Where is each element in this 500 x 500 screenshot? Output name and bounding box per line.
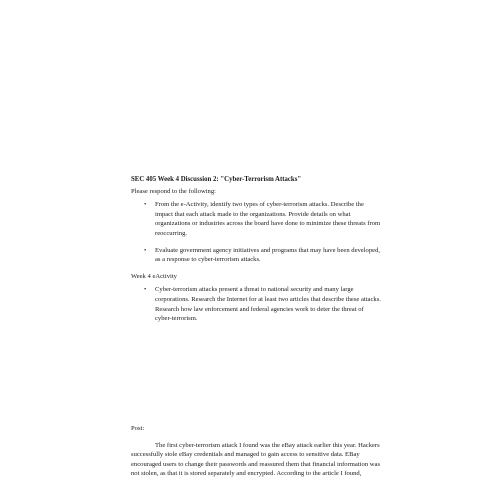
list-item	[131, 246, 381, 265]
list-item-text: From the e-Activity, identify two types of cyber-terrorism attacks. Describe the impact that each attack made to the organizations. Provide details on what organizations or industries across the board have done to minimize these threats from reoccurring.	[155, 201, 381, 237]
bullet-icon: •	[144, 246, 147, 254]
list-item-text: Cyber-terrorism attacks present a threat to national security and many large corporations. Research the Internet for at least two articles that describe these attacks. Research how law enforcement and federal agencies work to deter the threat of cyber-terrorism.	[155, 286, 381, 323]
intro-text: Please respond to the following:	[131, 187, 216, 195]
activity-heading: Week 4 eActivity	[131, 272, 177, 280]
bullet-icon: •	[144, 286, 147, 294]
list-item-text: Evaluate government agency initiatives and programs that may have been developed, as a response to cyber-terrorism attacks.	[155, 246, 381, 264]
post-body: The first cyber-terrorism attack I found was the eBay attack earlier this year. Hackers successfully stole eBay credentials and managed to gain access to sensitive data. EBay encouraged users to change their passwords and reassured them that financial information was not stolen, as that it is stored separately and encrypted. According to the article I found,	[131, 441, 381, 478]
activity-list	[131, 285, 381, 323]
bullet-icon: •	[144, 201, 147, 209]
discussion-prompt	[131, 175, 381, 331]
question-list	[131, 200, 381, 265]
list-item	[131, 200, 381, 238]
list-item	[131, 285, 381, 323]
document-title: SEC 405 Week 4 Discussion 2: "Cyber-Terrorism Attacks"	[131, 176, 302, 183]
post-label: Post:	[131, 425, 145, 432]
post-section	[131, 424, 381, 479]
